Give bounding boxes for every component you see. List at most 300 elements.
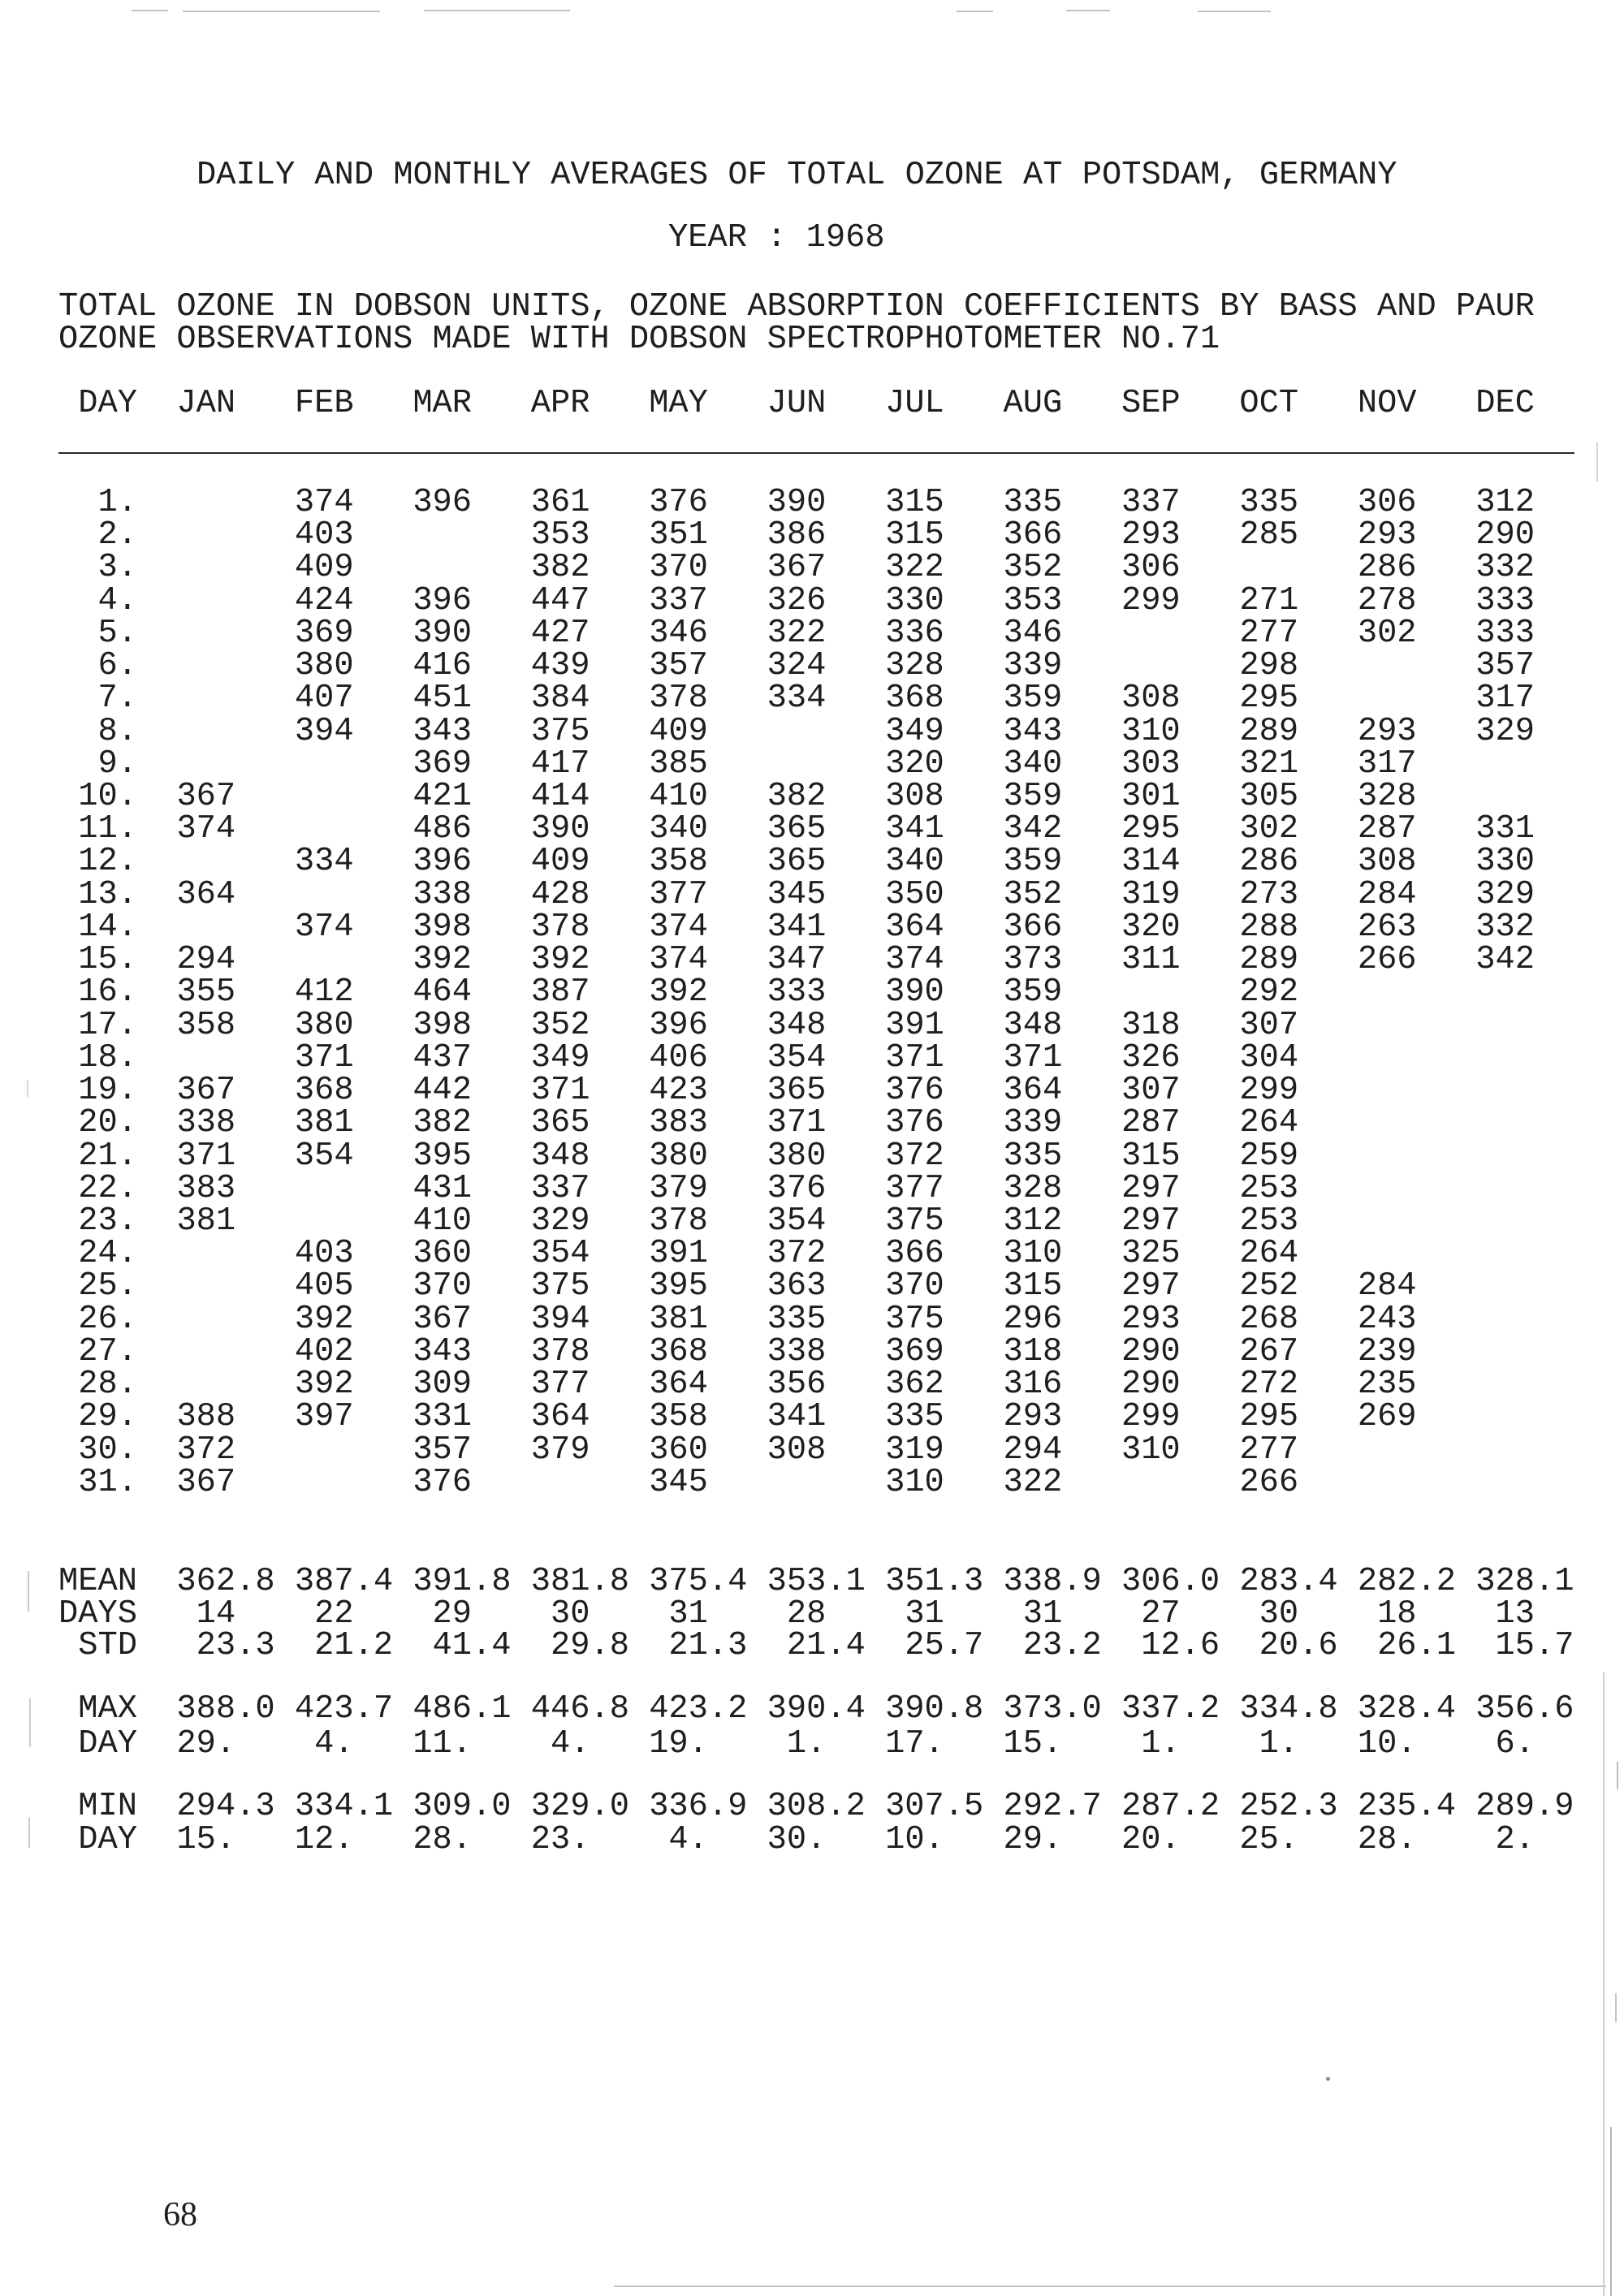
ozone-value: 362 [885, 1366, 944, 1404]
day-label: 9. [97, 744, 137, 783]
ozone-value: 377 [530, 1366, 590, 1404]
ozone-value: 335 [1003, 1137, 1063, 1175]
ozone-value: 340 [1003, 744, 1063, 783]
day-label: 3. [97, 549, 137, 587]
ozone-value: 259 [1239, 1137, 1299, 1175]
table-row [0, 1006, 1624, 1044]
table-row [0, 973, 1624, 1012]
ozone-value: 333 [1475, 614, 1535, 652]
summary-row-mean [0, 1563, 1624, 1601]
ozone-value: 380 [767, 1137, 827, 1175]
ozone-value: 424 [294, 581, 354, 619]
ozone-value: 343 [1003, 712, 1063, 750]
ozone-value: 409 [294, 549, 354, 587]
ozone-value: 333 [767, 973, 827, 1012]
summary-value: 289.9 [1475, 1788, 1574, 1826]
ozone-value: 329 [530, 1202, 590, 1240]
units-note: TOTAL OZONE IN DOBSON UNITS, OZONE ABSORPTION COEFFICIENTS BY BASS AND PAUR [58, 288, 1535, 326]
ozone-value: 335 [885, 1398, 944, 1436]
ozone-value: 354 [767, 1202, 827, 1240]
ozone-value: 354 [530, 1235, 590, 1273]
ozone-value: 350 [885, 875, 944, 913]
ozone-value: 326 [1121, 1038, 1181, 1077]
ozone-value: 314 [1121, 843, 1181, 881]
column-header-mar: MAR [412, 384, 473, 422]
ozone-value: 379 [649, 1169, 708, 1207]
ozone-value: 292 [1239, 973, 1299, 1012]
ozone-value: 328 [1003, 1169, 1063, 1207]
day-label: 29. [78, 1398, 137, 1436]
ozone-value: 366 [885, 1235, 944, 1273]
ozone-value: 301 [1121, 777, 1181, 815]
summary-value: 4. [314, 1724, 354, 1763]
ozone-value: 336 [885, 614, 944, 652]
ozone-value: 427 [530, 614, 590, 652]
table-row [0, 549, 1624, 587]
ozone-value: 361 [530, 483, 590, 521]
day-label: 19. [78, 1072, 137, 1110]
table-row [0, 483, 1624, 521]
ozone-value: 329 [1475, 712, 1535, 750]
ozone-value: 372 [176, 1431, 236, 1469]
ozone-value: 371 [885, 1038, 944, 1077]
ozone-value: 410 [649, 777, 708, 815]
summary-value: 28 [786, 1595, 827, 1633]
ozone-value: 263 [1357, 908, 1417, 946]
ozone-value: 383 [649, 1104, 708, 1142]
ozone-value: 271 [1239, 581, 1299, 619]
ozone-value: 328 [1357, 777, 1417, 815]
ozone-value: 371 [176, 1137, 236, 1175]
day-label: 2. [97, 516, 137, 555]
ozone-value: 297 [1121, 1169, 1181, 1207]
ozone-value: 374 [176, 810, 236, 848]
summary-value: 12. [294, 1821, 354, 1859]
summary-value: 30 [550, 1595, 590, 1633]
summary-label: STD [78, 1627, 137, 1665]
ozone-value: 367 [176, 1463, 236, 1501]
column-header-dec: DEC [1475, 384, 1535, 422]
ozone-value: 340 [649, 810, 708, 848]
ozone-value: 358 [649, 1398, 708, 1436]
ozone-value: 358 [649, 843, 708, 881]
summary-value: 235.4 [1357, 1788, 1457, 1826]
ozone-value: 308 [767, 1431, 827, 1469]
ozone-value: 322 [885, 549, 944, 587]
ozone-value: 286 [1239, 843, 1299, 881]
summary-value: 6. [1495, 1724, 1535, 1763]
ozone-value: 377 [649, 875, 708, 913]
summary-value: 23.2 [1022, 1627, 1102, 1665]
ozone-value: 357 [412, 1431, 473, 1469]
day-label: 17. [78, 1006, 137, 1044]
ozone-value: 325 [1121, 1235, 1181, 1273]
summary-value: 31 [1022, 1595, 1063, 1633]
table-row [0, 1398, 1624, 1436]
ozone-value: 359 [1003, 680, 1063, 718]
ozone-value: 373 [1003, 941, 1063, 979]
ozone-value: 326 [767, 581, 827, 619]
ozone-value: 369 [294, 614, 354, 652]
summary-label: MIN [78, 1788, 137, 1826]
table-row [0, 516, 1624, 555]
ozone-value: 381 [294, 1104, 354, 1142]
ozone-value: 339 [1003, 647, 1063, 685]
ozone-value: 392 [294, 1300, 354, 1338]
ozone-value: 365 [767, 843, 827, 881]
ozone-value: 376 [885, 1072, 944, 1110]
day-label: 21. [78, 1137, 137, 1175]
summary-value: 423.2 [649, 1690, 748, 1728]
ozone-value: 412 [294, 973, 354, 1012]
column-header-jun: JUN [767, 384, 827, 422]
ozone-value: 437 [412, 1038, 473, 1077]
ozone-value: 239 [1357, 1332, 1417, 1370]
ozone-value: 312 [1475, 483, 1535, 521]
summary-value: 25.7 [905, 1627, 984, 1665]
ozone-value: 272 [1239, 1366, 1299, 1404]
ozone-value: 352 [530, 1006, 590, 1044]
ozone-value: 375 [885, 1202, 944, 1240]
ozone-value: 409 [530, 843, 590, 881]
table-row [0, 1104, 1624, 1142]
ozone-value: 403 [294, 516, 354, 555]
summary-label: MEAN [58, 1563, 137, 1601]
summary-value: 328.4 [1357, 1690, 1457, 1728]
table-row [0, 614, 1624, 652]
summary-value: 446.8 [530, 1690, 629, 1728]
ozone-value: 297 [1121, 1267, 1181, 1306]
ozone-value: 370 [649, 549, 708, 587]
table-row [0, 1137, 1624, 1175]
ozone-value: 360 [649, 1431, 708, 1469]
ozone-value: 310 [1121, 712, 1181, 750]
ozone-value: 317 [1475, 680, 1535, 718]
summary-row-days [0, 1595, 1624, 1633]
ozone-value: 308 [1357, 843, 1417, 881]
table-row [0, 875, 1624, 913]
ozone-value: 338 [176, 1104, 236, 1142]
ozone-value: 391 [885, 1006, 944, 1044]
day-label: 24. [78, 1235, 137, 1273]
summary-value: 14 [196, 1595, 236, 1633]
ozone-value: 375 [530, 1267, 590, 1306]
ozone-value: 371 [530, 1072, 590, 1110]
column-header-aug: AUG [1003, 384, 1063, 422]
ozone-value: 442 [412, 1072, 473, 1110]
summary-value: 4. [668, 1821, 708, 1859]
summary-value: 31 [905, 1595, 944, 1633]
ozone-value: 299 [1121, 1398, 1181, 1436]
ozone-value: 414 [530, 777, 590, 815]
ozone-value: 396 [412, 843, 473, 881]
ozone-value: 439 [530, 647, 590, 685]
ozone-value: 381 [649, 1300, 708, 1338]
ozone-value: 354 [767, 1038, 827, 1077]
ozone-value: 332 [1475, 549, 1535, 587]
ozone-value: 286 [1357, 549, 1417, 587]
summary-value: 29. [176, 1724, 236, 1763]
ozone-value: 330 [1475, 843, 1535, 881]
summary-value: 23. [530, 1821, 590, 1859]
table-row [0, 843, 1624, 881]
ozone-value: 345 [649, 1463, 708, 1501]
ozone-value: 346 [1003, 614, 1063, 652]
ozone-value: 337 [530, 1169, 590, 1207]
summary-value: 20.6 [1259, 1627, 1338, 1665]
ozone-value: 380 [294, 1006, 354, 1044]
summary-label: DAYS [58, 1595, 137, 1633]
ozone-value: 364 [176, 875, 236, 913]
ozone-value: 382 [767, 777, 827, 815]
summary-value: 337.2 [1121, 1690, 1220, 1728]
table-row [0, 744, 1624, 783]
summary-value: 423.7 [294, 1690, 394, 1728]
ozone-value: 299 [1121, 581, 1181, 619]
ozone-value: 284 [1357, 875, 1417, 913]
table-row [0, 1072, 1624, 1110]
ozone-value: 369 [885, 1332, 944, 1370]
table-row [0, 1366, 1624, 1404]
ozone-value: 293 [1357, 516, 1417, 555]
summary-value: 356.6 [1475, 1690, 1574, 1728]
ozone-value: 340 [885, 843, 944, 881]
ozone-value: 337 [1121, 483, 1181, 521]
summary-row-max-day [0, 1724, 1624, 1763]
summary-value: 486.1 [412, 1690, 512, 1728]
ozone-value: 386 [767, 516, 827, 555]
ozone-value: 359 [1003, 843, 1063, 881]
ozone-value: 370 [412, 1267, 473, 1306]
ozone-value: 309 [412, 1366, 473, 1404]
ozone-value: 464 [412, 973, 473, 1012]
ozone-value: 359 [1003, 777, 1063, 815]
summary-value: 29. [1003, 1821, 1063, 1859]
ozone-value: 378 [649, 1202, 708, 1240]
ozone-value: 403 [294, 1235, 354, 1273]
ozone-value: 298 [1239, 647, 1299, 685]
page-number: 68 [163, 2196, 197, 2233]
summary-value: 307.5 [885, 1788, 984, 1826]
summary-label: MAX [78, 1690, 137, 1728]
ozone-value: 304 [1239, 1038, 1299, 1077]
table-row [0, 1202, 1624, 1240]
ozone-value: 293 [1121, 1300, 1181, 1338]
ozone-value: 365 [767, 1072, 827, 1110]
summary-value: 26.1 [1377, 1627, 1457, 1665]
summary-value: 309.0 [412, 1788, 512, 1826]
ozone-value: 410 [412, 1202, 473, 1240]
table-row [0, 581, 1624, 619]
ozone-value: 308 [1121, 680, 1181, 718]
ozone-value: 342 [1475, 941, 1535, 979]
ozone-value: 382 [412, 1104, 473, 1142]
ozone-value: 339 [1003, 1104, 1063, 1142]
summary-row-min [0, 1788, 1624, 1826]
ozone-value: 315 [885, 483, 944, 521]
ozone-value: 364 [1003, 1072, 1063, 1110]
day-label: 31. [78, 1463, 137, 1501]
summary-row-max [0, 1690, 1624, 1728]
ozone-value: 392 [294, 1366, 354, 1404]
ozone-value: 334 [767, 680, 827, 718]
ozone-value: 293 [1121, 516, 1181, 555]
ozone-value: 335 [767, 1300, 827, 1338]
ozone-value: 345 [767, 875, 827, 913]
ozone-value: 376 [649, 483, 708, 521]
ozone-value: 318 [1121, 1006, 1181, 1044]
ozone-value: 382 [530, 549, 590, 587]
ozone-value: 322 [1003, 1463, 1063, 1501]
ozone-value: 371 [294, 1038, 354, 1077]
ozone-value: 390 [530, 810, 590, 848]
ozone-value: 384 [530, 680, 590, 718]
ozone-value: 317 [1357, 744, 1417, 783]
ozone-value: 394 [530, 1300, 590, 1338]
ozone-value: 320 [1121, 908, 1181, 946]
ozone-value: 341 [767, 1398, 827, 1436]
table-row [0, 941, 1624, 979]
ozone-value: 341 [767, 908, 827, 946]
ozone-value: 367 [412, 1300, 473, 1338]
table-row [0, 1169, 1624, 1207]
summary-row-std [0, 1627, 1624, 1665]
ozone-value: 289 [1239, 712, 1299, 750]
ozone-value: 285 [1239, 516, 1299, 555]
day-label: 6. [97, 647, 137, 685]
summary-value: 27 [1141, 1595, 1181, 1633]
summary-value: 31 [668, 1595, 708, 1633]
ozone-value: 375 [885, 1300, 944, 1338]
ozone-value: 266 [1357, 941, 1417, 979]
ozone-value: 371 [1003, 1038, 1063, 1077]
table-row [0, 1267, 1624, 1306]
ozone-value: 243 [1357, 1300, 1417, 1338]
ozone-value: 278 [1357, 581, 1417, 619]
table-row [0, 810, 1624, 848]
ozone-value: 334 [294, 843, 354, 881]
ozone-value: 378 [530, 1332, 590, 1370]
column-header-apr: APR [530, 384, 590, 422]
summary-value: 30 [1259, 1595, 1299, 1633]
ozone-value: 374 [294, 483, 354, 521]
ozone-value: 348 [530, 1137, 590, 1175]
summary-value: 1. [1141, 1724, 1181, 1763]
ozone-value: 288 [1239, 908, 1299, 946]
day-label: 10. [78, 777, 137, 815]
ozone-value: 264 [1239, 1235, 1299, 1273]
ozone-value: 284 [1357, 1267, 1417, 1306]
ozone-value: 348 [767, 1006, 827, 1044]
ozone-value: 379 [530, 1431, 590, 1469]
ozone-value: 310 [1003, 1235, 1063, 1273]
ozone-value: 290 [1475, 516, 1535, 555]
ozone-value: 329 [1475, 875, 1535, 913]
ozone-value: 406 [649, 1038, 708, 1077]
day-label: 15. [78, 941, 137, 979]
ozone-value: 376 [885, 1104, 944, 1142]
ozone-value: 322 [767, 614, 827, 652]
ozone-value: 367 [176, 777, 236, 815]
ozone-value: 367 [176, 1072, 236, 1110]
summary-value: 29.8 [550, 1627, 629, 1665]
ozone-value: 308 [885, 777, 944, 815]
ozone-value: 378 [649, 680, 708, 718]
ozone-value: 273 [1239, 875, 1299, 913]
day-label: 20. [78, 1104, 137, 1142]
summary-value: 12.6 [1141, 1627, 1220, 1665]
ozone-value: 364 [530, 1398, 590, 1436]
ozone-value: 365 [767, 810, 827, 848]
ozone-value: 368 [294, 1072, 354, 1110]
table-row [0, 680, 1624, 718]
day-label: 25. [78, 1267, 137, 1306]
ozone-value: 338 [767, 1332, 827, 1370]
column-header-may: MAY [649, 384, 708, 422]
table-row [0, 647, 1624, 685]
ozone-value: 306 [1357, 483, 1417, 521]
ozone-value: 266 [1239, 1463, 1299, 1501]
summary-value: 30. [767, 1821, 827, 1859]
ozone-value: 396 [412, 483, 473, 521]
ozone-value: 324 [767, 647, 827, 685]
table-header-row [0, 384, 1624, 422]
ozone-value: 299 [1239, 1072, 1299, 1110]
ozone-value: 277 [1239, 1431, 1299, 1469]
summary-value: 334.1 [294, 1788, 394, 1826]
summary-value: 375.4 [649, 1563, 748, 1601]
ozone-value: 451 [412, 680, 473, 718]
ozone-value: 268 [1239, 1300, 1299, 1338]
summary-value: 28. [412, 1821, 473, 1859]
ozone-value: 416 [412, 647, 473, 685]
day-label: 18. [78, 1038, 137, 1077]
ozone-value: 333 [1475, 581, 1535, 619]
summary-value: 10. [885, 1821, 944, 1859]
ozone-value: 365 [530, 1104, 590, 1142]
ozone-value: 353 [530, 516, 590, 555]
table-row [0, 908, 1624, 946]
summary-value: 2. [1495, 1821, 1535, 1859]
ozone-value: 391 [649, 1235, 708, 1273]
table-row [0, 1431, 1624, 1469]
summary-value: 1. [1259, 1724, 1299, 1763]
ozone-value: 294 [176, 941, 236, 979]
ozone-value: 293 [1003, 1398, 1063, 1436]
summary-value: 13 [1495, 1595, 1535, 1633]
summary-value: 287.2 [1121, 1788, 1220, 1826]
ozone-value: 355 [176, 973, 236, 1012]
ozone-value: 316 [1003, 1366, 1063, 1404]
summary-value: 336.9 [649, 1788, 748, 1826]
page-title: DAILY AND MONTHLY AVERAGES OF TOTAL OZONE AT POTSDAM, GERMANY [197, 157, 1397, 194]
ozone-value: 297 [1121, 1202, 1181, 1240]
ozone-value: 342 [1003, 810, 1063, 848]
ozone-value: 376 [412, 1463, 473, 1501]
column-header-jul: JUL [885, 384, 944, 422]
ozone-value: 409 [649, 712, 708, 750]
ozone-value: 390 [885, 973, 944, 1012]
summary-value: 17. [885, 1724, 944, 1763]
ozone-value: 307 [1239, 1006, 1299, 1044]
ozone-value: 320 [885, 744, 944, 783]
ozone-value: 360 [412, 1235, 473, 1273]
summary-value: 294.3 [176, 1788, 275, 1826]
day-label: 23. [78, 1202, 137, 1240]
ozone-value: 328 [885, 647, 944, 685]
ozone-value: 293 [1357, 712, 1417, 750]
summary-value: 292.7 [1003, 1788, 1102, 1826]
